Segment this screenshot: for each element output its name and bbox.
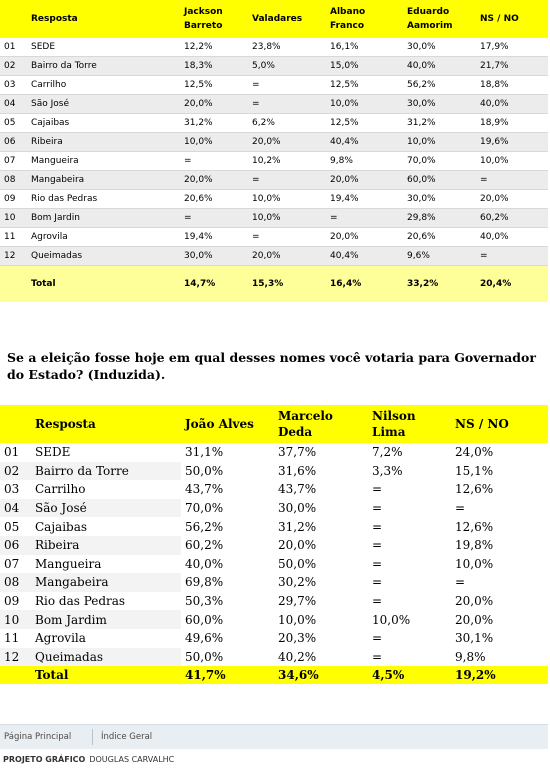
cell-value: 10,0% (278, 612, 317, 627)
poll-table-2 (0, 405, 548, 684)
row-number: 04 (0, 499, 31, 518)
total-value: 33,2% (402, 266, 475, 303)
cell-value: 50,0% (185, 649, 224, 664)
cell-value: 40,0% (475, 95, 548, 114)
cell-value: 31,1% (185, 445, 224, 460)
table-row (0, 462, 548, 481)
cell-value: 30,0% (179, 247, 247, 266)
cell-value: 20,6% (179, 190, 247, 209)
row-number: 10 (0, 610, 31, 629)
cell-value: 40,0% (185, 556, 224, 571)
header-spacer (0, 0, 27, 38)
row-number: 04 (0, 95, 27, 114)
row-label: Mangueira (35, 556, 102, 571)
table-row (0, 57, 548, 76)
question-text: Se a eleição fosse hoje em qual desses nomes você votaria para Governador do Estado? (Induzida). (7, 350, 536, 382)
column-header: Resposta (27, 0, 179, 38)
cell-value: 31,6% (278, 463, 317, 478)
cell-value: 30,1% (455, 631, 494, 646)
cell-value: 21,7% (475, 57, 548, 76)
cell-value: 20,0% (247, 133, 325, 152)
total-value: 16,4% (325, 266, 402, 303)
cell-value: 6,2% (247, 114, 325, 133)
row-number: 09 (0, 190, 27, 209)
cell-value: = (247, 95, 325, 114)
table-row (0, 152, 548, 171)
cell-value: 31,2% (402, 114, 475, 133)
cell-value: 60,2% (185, 538, 224, 553)
cell-value: 40,4% (325, 247, 402, 266)
row-number: 07 (4, 556, 20, 571)
row-label: Rio das Pedras (35, 594, 126, 609)
cell-value: 30,0% (402, 190, 475, 209)
cell-value: 49,6% (185, 631, 224, 646)
cell-value: = (372, 482, 383, 497)
cell-value: = (455, 575, 466, 590)
column-header: Albano Franco (325, 0, 402, 38)
table-row (0, 610, 548, 629)
cell-value: 19,8% (455, 538, 494, 553)
cell-value: = (179, 152, 247, 171)
cell-value: 20,0% (247, 247, 325, 266)
cell-value: 10,0% (247, 209, 325, 228)
row-label: Agrovila (35, 631, 86, 646)
row-number: 08 (0, 573, 31, 592)
row-number: 06 (0, 133, 27, 152)
link-pagina-principal[interactable]: Página Principal (4, 732, 72, 742)
table-row (0, 443, 548, 462)
column-header: Eduardo Aamorim (402, 0, 475, 38)
cell-value: 20,0% (325, 171, 402, 190)
row-label: Queimadas (31, 648, 181, 667)
credit-label: PROJETO GRÁFICO (3, 755, 86, 764)
cell-value: 12,6% (455, 519, 494, 534)
cell-value: = (475, 171, 548, 190)
column-header: NS / NO (451, 405, 548, 443)
cell-value: 10,2% (247, 152, 325, 171)
row-label: Mangabeira (27, 171, 179, 190)
cell-value: 40,4% (325, 133, 402, 152)
column-header: NS / NO (475, 0, 548, 38)
header-spacer (0, 405, 31, 443)
table2-header-row (0, 405, 548, 443)
row-label: Carrilho (27, 76, 179, 95)
table-row (0, 499, 548, 518)
cell-value: 7,2% (372, 445, 403, 460)
cell-value: 43,7% (185, 482, 224, 497)
cell-value: 17,9% (475, 38, 548, 57)
cell-value: 15,0% (325, 57, 402, 76)
row-number: 08 (0, 171, 27, 190)
footer-divider (92, 729, 93, 745)
cell-value: 12,5% (179, 76, 247, 95)
cell-value: 12,5% (325, 76, 402, 95)
row-number: 11 (0, 228, 27, 247)
row-label: São José (27, 95, 179, 114)
cell-value: 50,0% (185, 463, 224, 478)
table-row (0, 114, 548, 133)
row-label: Cajaibas (27, 114, 179, 133)
table-row (0, 517, 548, 536)
cell-value: 18,3% (179, 57, 247, 76)
cell-value: 43,7% (278, 482, 317, 497)
credit-line (3, 755, 174, 764)
cell-value: 70,0% (402, 152, 475, 171)
total-spacer (0, 666, 31, 684)
table-row (0, 95, 548, 114)
cell-value: = (247, 76, 325, 95)
total-spacer (0, 266, 27, 303)
cell-value: = (247, 228, 325, 247)
cell-value: 18,8% (475, 76, 548, 95)
cell-value: 16,1% (325, 38, 402, 57)
row-number: 11 (4, 631, 20, 646)
cell-value: = (475, 247, 548, 266)
cell-value: 20,6% (402, 228, 475, 247)
total-label: Total (27, 266, 179, 303)
row-number: 01 (0, 38, 27, 57)
row-number: 12 (0, 247, 27, 266)
table2-total-row (0, 666, 548, 684)
row-number: 10 (0, 209, 27, 228)
row-label: Mangabeira (31, 573, 181, 592)
row-label: Cajaibas (35, 519, 88, 534)
cell-value: 30,0% (278, 501, 317, 516)
row-number: 03 (4, 482, 20, 497)
poll-table-1 (0, 0, 548, 302)
credit-name: DOUGLAS CARVALHC (89, 755, 175, 764)
cell-value: 9,6% (402, 247, 475, 266)
row-label: Queimadas (27, 247, 179, 266)
row-number: 09 (4, 594, 20, 609)
cell-value: 60,0% (402, 171, 475, 190)
table-row (0, 592, 548, 611)
cell-value: 56,2% (185, 519, 224, 534)
table-row (0, 629, 548, 648)
column-header: Nilson Lima (368, 405, 451, 443)
column-header: João Alves (181, 405, 274, 443)
table1-header-row (0, 0, 548, 38)
cell-value: 10,0% (179, 133, 247, 152)
row-number: 06 (0, 536, 31, 555)
table-row (0, 76, 548, 95)
row-number: 05 (4, 519, 20, 534)
row-label: SEDE (35, 445, 71, 460)
cell-value: 20,0% (455, 594, 494, 609)
cell-value: 29,7% (278, 594, 317, 609)
cell-value: 19,6% (475, 133, 548, 152)
cell-value: 29,8% (402, 209, 475, 228)
cell-value: 50,0% (278, 556, 317, 571)
cell-value: 40,2% (278, 649, 317, 664)
cell-value: 60,0% (185, 612, 224, 627)
cell-value: 10,0% (247, 190, 325, 209)
cell-value: 20,0% (475, 190, 548, 209)
row-label: Carrilho (35, 482, 86, 497)
cell-value: 50,3% (185, 594, 224, 609)
cell-value: 12,2% (179, 38, 247, 57)
row-label: Mangueira (27, 152, 179, 171)
table-row (0, 536, 548, 555)
column-header: Resposta (31, 405, 181, 443)
cell-value: 3,3% (372, 463, 403, 478)
row-label: Rio das Pedras (27, 190, 179, 209)
row-number: 07 (0, 152, 27, 171)
row-number: 01 (4, 445, 20, 460)
table-row (0, 133, 548, 152)
table-row (0, 209, 548, 228)
row-label: Ribeira (27, 133, 179, 152)
cell-value: 31,2% (278, 519, 317, 534)
cell-value: 20,0% (278, 538, 317, 553)
cell-value: = (372, 649, 383, 664)
table-row (0, 171, 548, 190)
cell-value: = (372, 556, 383, 571)
total-value: 19,2% (451, 666, 548, 684)
table-row (0, 648, 548, 667)
cell-value: 69,8% (185, 575, 224, 590)
table-row (0, 228, 548, 247)
cell-value: 40,0% (402, 57, 475, 76)
total-value: 41,7% (181, 666, 274, 684)
cell-value: 10,0% (475, 152, 548, 171)
cell-value: 10,0% (402, 133, 475, 152)
column-header: Valadares (247, 0, 325, 38)
cell-value: 24,0% (455, 445, 494, 460)
cell-value: 15,1% (455, 463, 494, 478)
cell-value: = (372, 631, 383, 646)
table-row (0, 190, 548, 209)
row-label: Bom Jardin (27, 209, 179, 228)
cell-value: 40,0% (475, 228, 548, 247)
table-row (0, 247, 548, 266)
cell-value: 10,0% (325, 95, 402, 114)
row-label: Agrovila (27, 228, 179, 247)
cell-value: 56,2% (402, 76, 475, 95)
cell-value: 37,7% (278, 445, 317, 460)
total-value: 14,7% (179, 266, 247, 303)
total-label: Total (31, 666, 181, 684)
cell-value: 20,0% (179, 95, 247, 114)
cell-value: 10,0% (455, 556, 494, 571)
cell-value: 9,8% (455, 649, 486, 664)
table-row (0, 480, 548, 499)
row-number: 03 (0, 76, 27, 95)
total-value: 34,6% (274, 666, 368, 684)
total-value: 4,5% (368, 666, 451, 684)
row-label: São José (31, 499, 181, 518)
cell-value: 70,0% (185, 501, 224, 516)
cell-value: = (372, 575, 383, 590)
cell-value: 18,9% (475, 114, 548, 133)
table-row (0, 573, 548, 592)
cell-value: 23,8% (247, 38, 325, 57)
cell-value: 19,4% (179, 228, 247, 247)
row-label: Bom Jardim (31, 610, 181, 629)
row-label: Ribeira (31, 536, 181, 555)
row-label: SEDE (27, 38, 179, 57)
cell-value: 20,0% (455, 612, 494, 627)
cell-value: 12,6% (455, 482, 494, 497)
cell-value: 20,3% (278, 631, 317, 646)
cell-value: = (372, 594, 383, 609)
cell-value: 12,5% (325, 114, 402, 133)
row-label: Bairro da Torre (27, 57, 179, 76)
footer-nav (0, 724, 548, 749)
table-row (0, 555, 548, 574)
cell-value: = (325, 209, 402, 228)
row-number: 12 (0, 648, 31, 667)
cell-value: 10,0% (372, 612, 411, 627)
cell-value: = (372, 501, 383, 516)
cell-value: = (455, 501, 466, 516)
total-value: 15,3% (247, 266, 325, 303)
cell-value: = (372, 538, 383, 553)
column-header: Marcelo Deda (274, 405, 368, 443)
table1-total-row (0, 266, 548, 303)
link-indice-geral[interactable]: Índice Geral (101, 732, 153, 742)
cell-value: 19,4% (325, 190, 402, 209)
cell-value: 31,2% (179, 114, 247, 133)
row-number: 05 (0, 114, 27, 133)
cell-value: 30,0% (402, 95, 475, 114)
cell-value: 30,0% (402, 38, 475, 57)
cell-value: 5,0% (247, 57, 325, 76)
cell-value: = (247, 171, 325, 190)
cell-value: 20,0% (179, 171, 247, 190)
cell-value: 30,2% (278, 575, 317, 590)
cell-value: 60,2% (475, 209, 548, 228)
cell-value: 20,0% (325, 228, 402, 247)
column-header: Jackson Barreto (179, 0, 247, 38)
cell-value: = (372, 519, 383, 534)
table-row (0, 38, 548, 57)
row-number: 02 (0, 57, 27, 76)
total-value: 20,4% (475, 266, 548, 303)
row-number: 02 (0, 462, 31, 481)
cell-value: = (179, 209, 247, 228)
row-label: Bairro da Torre (31, 462, 181, 481)
cell-value: 9,8% (325, 152, 402, 171)
